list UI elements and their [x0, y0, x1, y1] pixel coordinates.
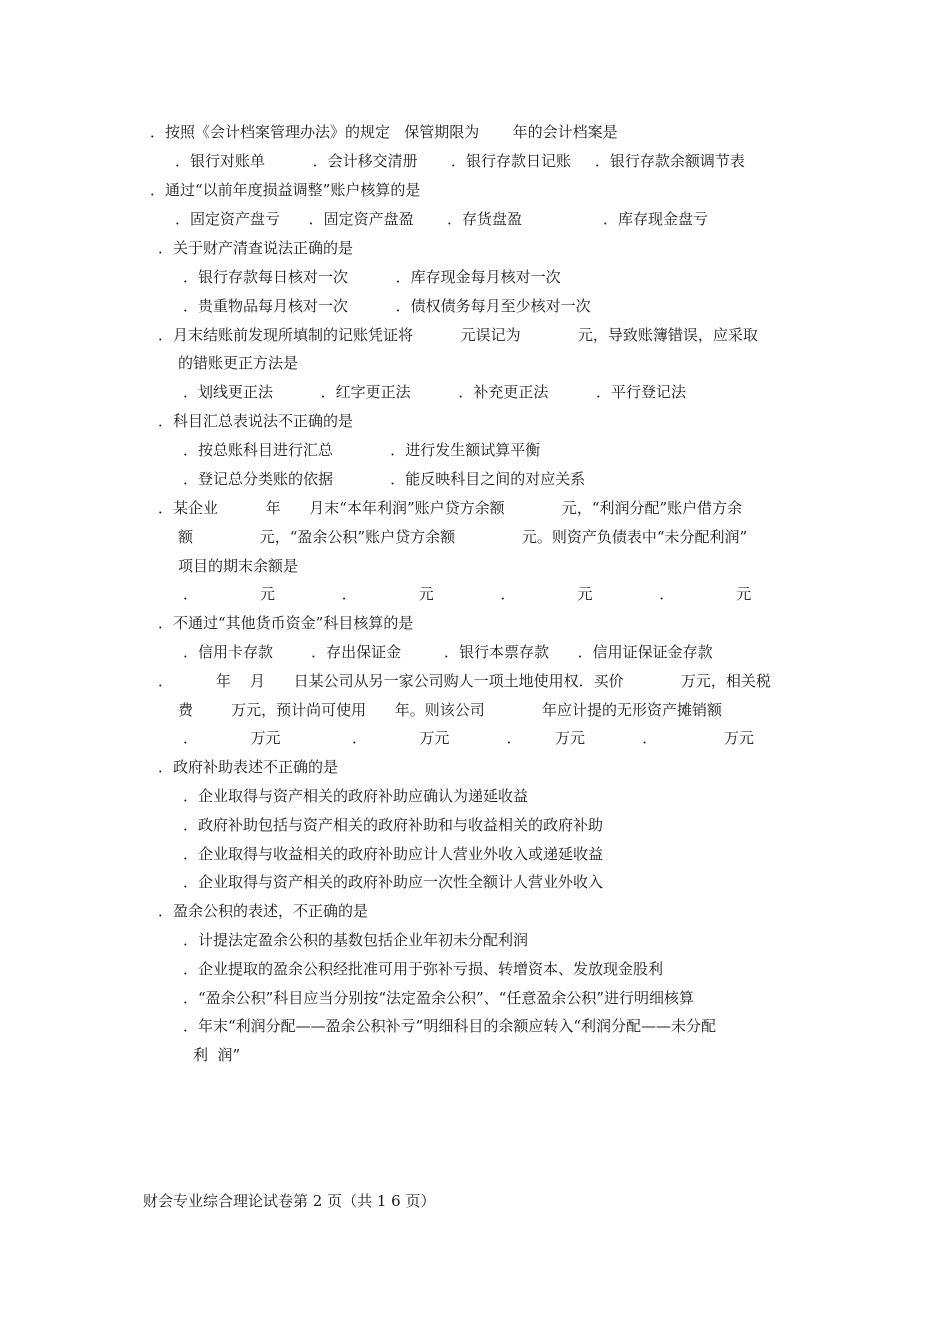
text-line: ．政府补助表述不正确的是: [158, 758, 339, 776]
text-line: ．计提法定盈余公积的基数包括企业年初未分配利润: [183, 931, 529, 949]
text-line: ．信用卡存款 ．存出保证金 ．银行本票存款 ．信用证保证金存款: [183, 643, 713, 661]
text-line: ．企业提取的盈余公积经批准可用于弥补亏损、转增资本、发放现金股利: [183, 960, 664, 978]
text-line: ．盈余公积的表述，不正确的是: [158, 902, 369, 920]
text-line: 利 润”: [193, 1046, 241, 1064]
text-line: ．月末结账前发现所填制的记账凭证将 元误记为 元，导致账簿错误，应采取: [158, 326, 758, 344]
text-line: ．划线更正法 ．红字更正法 ．补充更正法 ．平行登记法: [183, 383, 687, 401]
text-line: ．按照《会计档案管理办法》的规定 保管期限为 年的会计档案是: [150, 123, 618, 141]
text-line: 项目的期末余额是: [178, 557, 299, 575]
text-line: ．关于财产清查说法正确的是: [158, 239, 354, 257]
text-line: ．企业取得与资产相关的政府补助应一次性全额计人营业外收入: [183, 873, 604, 891]
text-line: ．按总账科目进行汇总 ．进行发生额试算平衡: [183, 441, 541, 459]
text-line: 费 万元，预计尚可使用 年。则该公司 年应计提的无形资产摊销额: [178, 701, 722, 719]
text-line: ．贵重物品每月核对一次 ．债权债务每月至少核对一次: [183, 297, 591, 315]
text-line: 额 元，“盈余公积”账户贷方余额 元。则资产负债表中“未分配利润”: [178, 528, 748, 546]
text-line: ．企业取得与收益相关的政府补助应计人营业外收入或递延收益: [183, 845, 604, 863]
text-line: ．科目汇总表说法不正确的是: [158, 412, 354, 430]
text-line: ．不通过“其他货币资金”科目核算的是: [158, 614, 414, 632]
text-line: ．通过“以前年度损益调整”账户核算的是: [150, 181, 421, 199]
text-line: ．固定资产盘亏 ．固定资产盘盈 ．存货盘盈 ．库存现金盘亏: [175, 210, 709, 228]
text-line: ． 万元 ． 万元 ． 万元 ． 万元: [183, 729, 754, 747]
page-footer: 财会专业综合理论试卷第 2 页（共 1 6 页）: [143, 1192, 436, 1210]
text-line: ．登记总分类账的依据 ．能反映科目之间的对应关系: [183, 470, 586, 488]
text-line: ．银行存款每日核对一次 ．库存现金每月核对一次: [183, 268, 561, 286]
text-line: ．某企业 年 月末“本年利润”账户贷方余额 元，“利润分配”账户借方余: [158, 499, 743, 517]
text-line: ．银行对账单 ．会计移交清册 ．银行存款日记账 ．银行存款余额调节表: [175, 152, 745, 170]
text-line: ．年末“利润分配——盈余公积补亏”明细科目的余额应转入“利润分配——未分配: [183, 1017, 717, 1035]
text-line: ．政府补助包括与资产相关的政府补助和与收益相关的政府补助: [183, 816, 604, 834]
text-line: ． 年 月 日某公司从另一家公司购人一项土地使用权．买价 万元，相关税: [158, 672, 771, 690]
text-line: ．企业取得与资产相关的政府补助应确认为递延收益: [183, 787, 529, 805]
text-line: ． 元 ． 元 ． 元 ． 元: [183, 585, 752, 603]
text-line: 的错账更正方法是: [178, 354, 299, 372]
text-line: ．“盈余公积”科目应当分别按“法定盈余公积”、“任意盈余公积”进行明细核算: [183, 989, 695, 1007]
